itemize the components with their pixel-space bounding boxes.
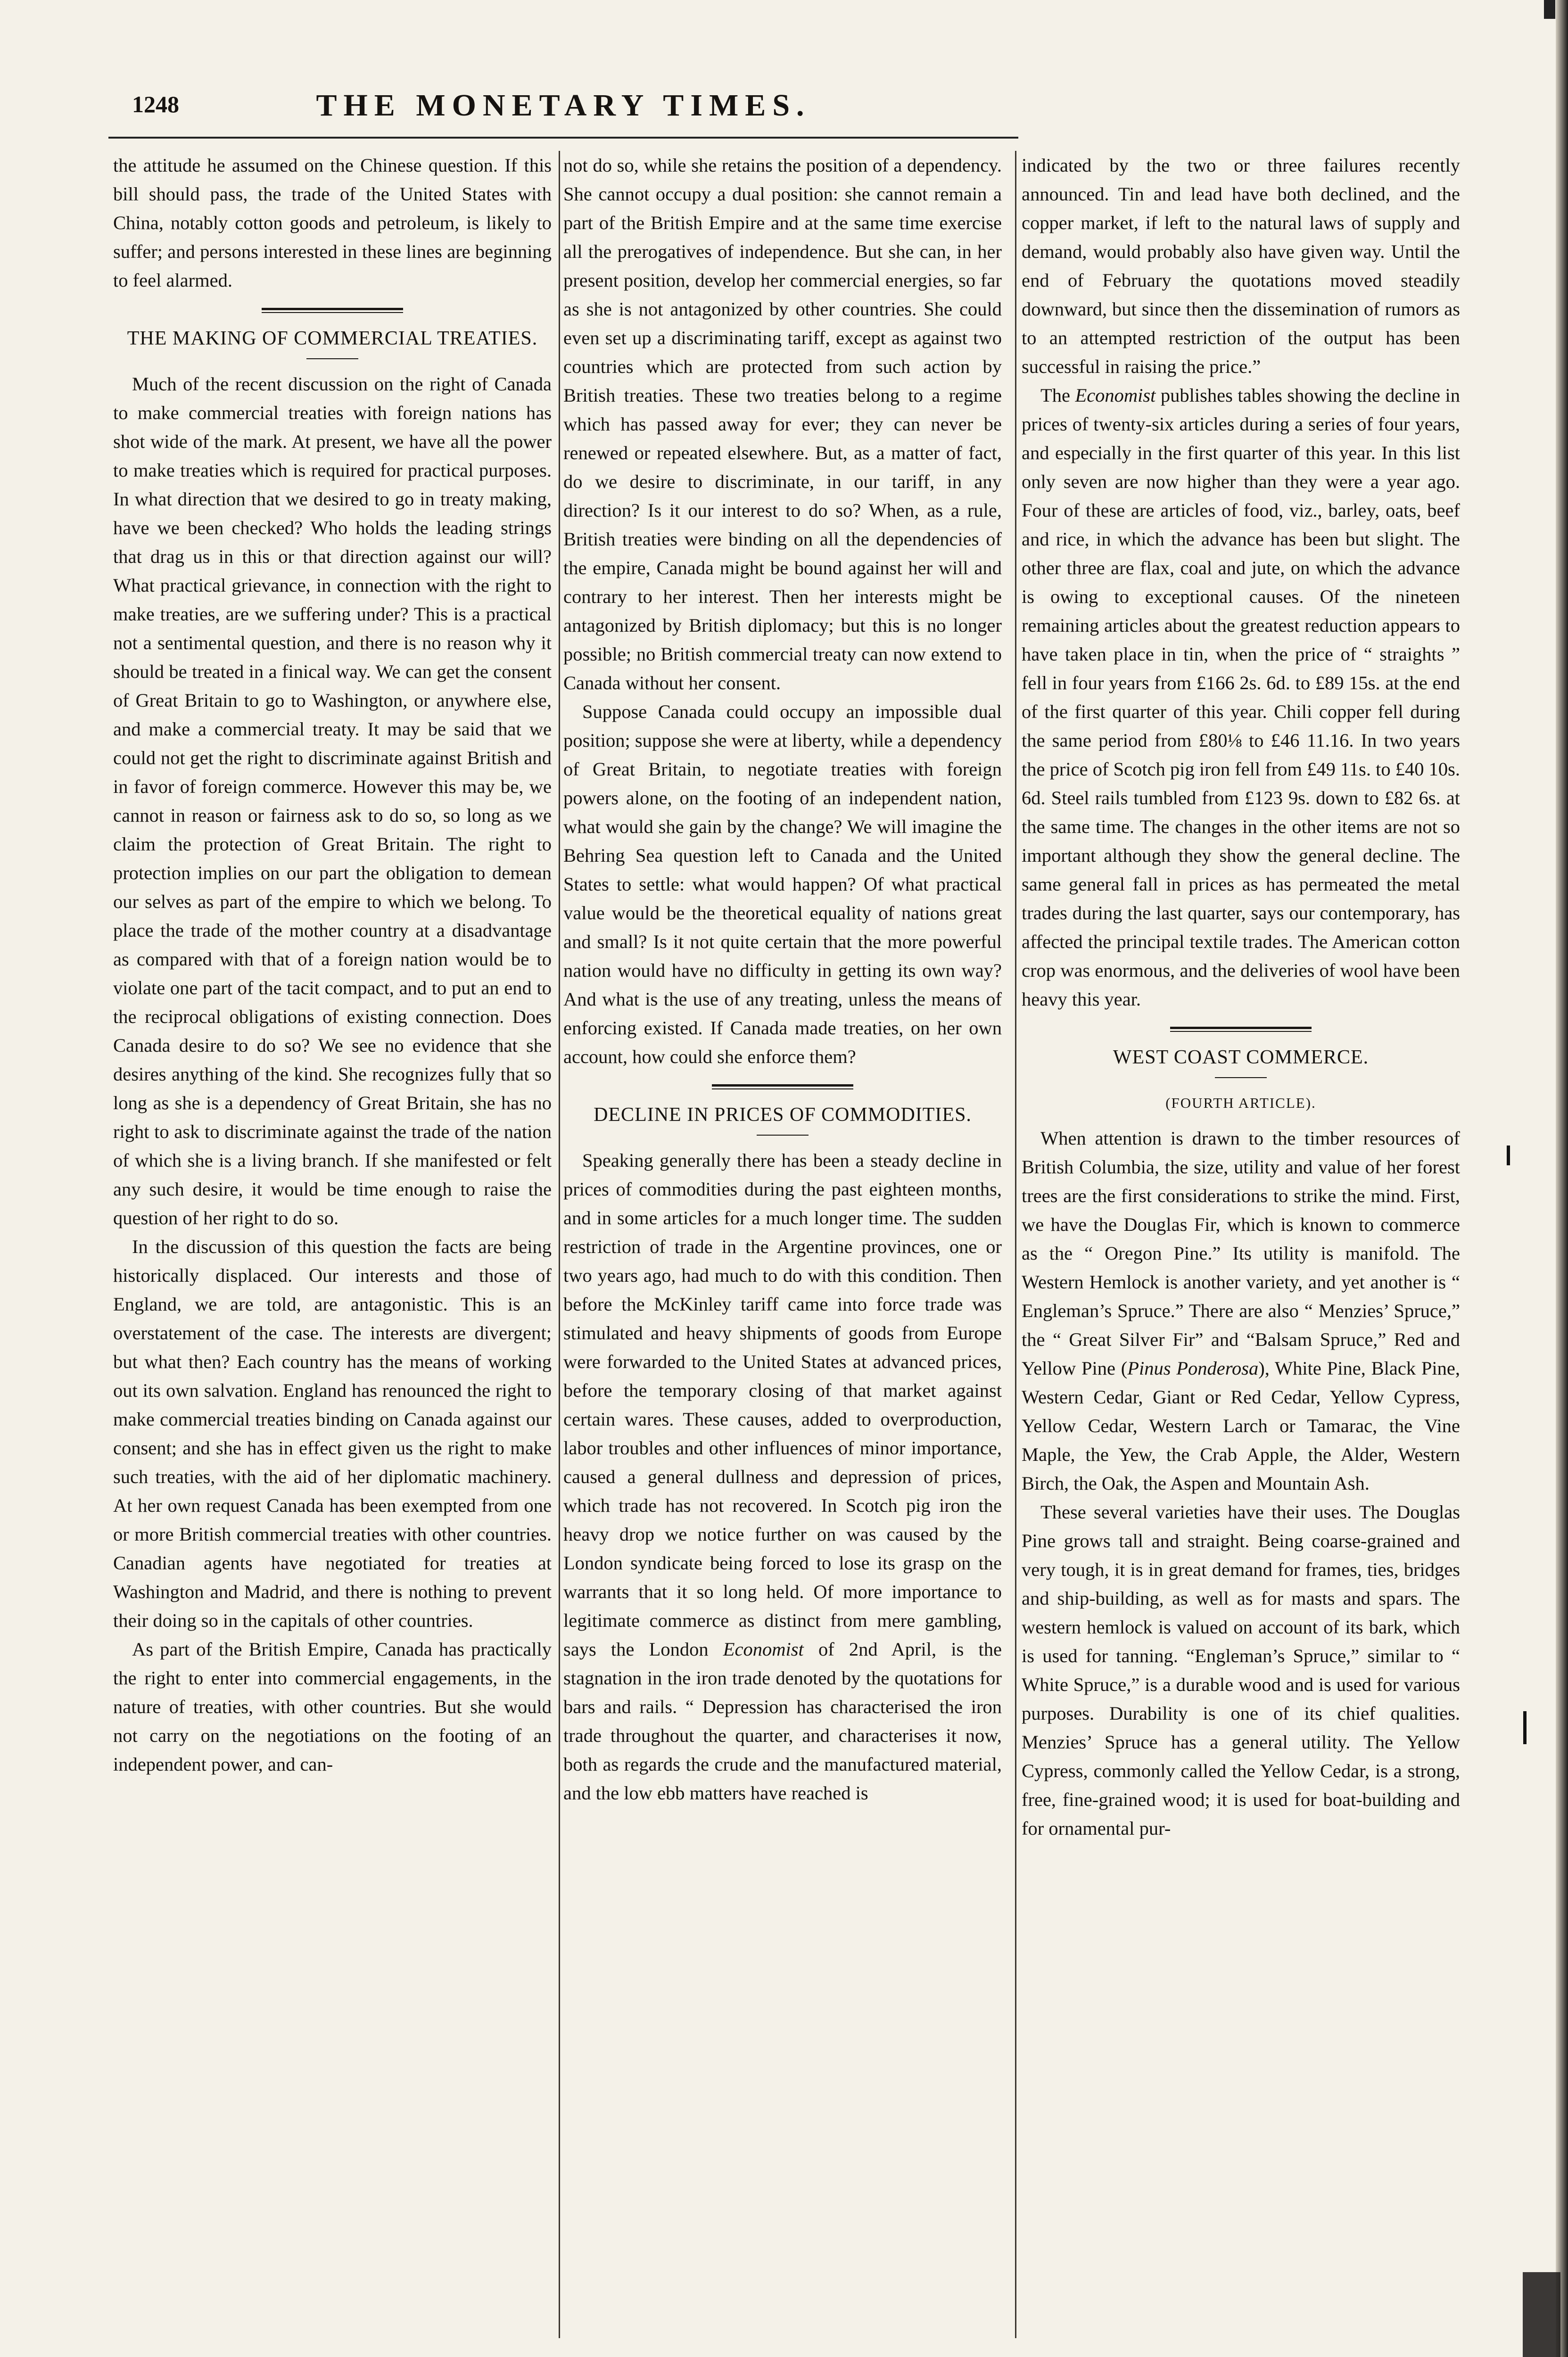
heading-rule — [757, 1135, 809, 1136]
text-run: publishes tables showing the decline in prices of twenty-six articles during a series of four years, and especially in the first quarter of this year. In this list only seven are now higher than they were a year ago. Four of these are articles of food, viz., barley, oats, beef and rice, in which the advance has been but slight. The other three are flax, coal and jute, on which the advance is owing to exceptional causes. Of the nineteen remaining articles about the greatest reduction appears to have taken place in tin, when the price of “ straights ” fell in four years from £166 2s. 6d. to £89 15s. at the end of the first quarter of this year. Chili copper fell during the same period from £80⅛ to £46 11.16. In two years the price of Scotch pig iron fell from £49 11s. to £40 10s. 6d. Steel rails tumbled from £123 9s. down to £82 6s. at the same time. The changes in the other items are not so important although they show the general decline. The same general fall in prices as has permeated the metal trades during the last quarter, says our contemporary, has affected the principal textile trades. The American cotton crop was enormous, and the deliveries of wool have been heavy this year. — [1022, 385, 1460, 1010]
header-rule — [108, 137, 1018, 139]
scan-corner-mark — [1523, 2272, 1560, 2357]
paragraph: indicated by the two or three failures recently announced. Tin and lead have both declined, and the copper market, if left to the natural laws of supply and demand, would probably also have given way. Until the end of February the quotations moved steadily downward, but since then the dissemination of rumors as to an attempted restriction of the output has been successful in raising the price.” — [1022, 155, 1460, 377]
paragraph — [1022, 1124, 1460, 1498]
scan-edge-shadow — [1556, 0, 1568, 2357]
paragraph — [563, 1146, 1002, 1807]
paragraph: These several varieties have their uses. The Douglas Pine grows tall and straight. Being coarse-grained and very tough, it is in great demand for frames, ties, bridges and ship-building, as well as for masts and spars. The western hemlock is valued on account of its bark, which is used for tanning. “Engleman’s Spruce,” similar to “ White Spruce,” is a durable wood and is used for various purposes. Durability is one of its chief qualities. Menzies’ Spruce has a general utility. The Yellow Cypress, commonly called the Yellow Cedar, is a strong, free, fine-grained wood; it is used for boat-building and for ornamental pur- — [1022, 1501, 1460, 1839]
column-2 — [563, 151, 1002, 2338]
heading-rule — [1215, 1077, 1267, 1078]
text-run: Speaking generally there has been a steady decline in prices of commodities during the past eighteen months, and in some articles for a much longer time. The sudden restriction of trade in the Argentine provinces, one or two years ago, had much to do with this condition. Then before the McKinley tariff came into force trade was stimulated and heavy shipments of goods from Europe were forwarded to the United States at advanced prices, before the temporary closing of that market against certain wares. These causes, added to overproduction, labor troubles and other influences of minor importance, caused a general dullness and depression of prices, which trade has not recovered. In Scotch pig iron the heavy drop we notice further on was caused by the London syndicate being forced to lose its grasp on the warrants that it so long held. Of more importance to legitimate commerce as distinct from mere gambling, says the London — [563, 1150, 1002, 1660]
masthead-title: THE MONETARY TIMES. — [316, 88, 811, 123]
italic-title: Economist — [1075, 385, 1156, 406]
paragraph: not do so, while she retains the position of a dependency. She cannot occupy a dual position: she cannot remain a part of the British Empire and at the same time exercise all the prerogatives of independence. But she can, in her present position, develop her commercial energies, so far as she is not antagonized by other countries. She could even set up a discriminating tariff, except as against two countries which are protected from such action by British treaties. These two treaties belong to a regime which has passed away for ever; they can never be renewed or repeated elsewhere. But, as a matter of fact, do we desire to discriminate, in our tariff, in any direction? Is it our interest to do so? When, as a rule, British treaties were binding on all the dependencies of the empire, Canada might be bound against her will and contrary to her interest. Then her interests might be antagonized by British diplomacy; but this is no longer possible; no British commercial treaty can now extend to Canada without her consent. — [563, 155, 1002, 693]
column-rule — [559, 151, 560, 2338]
margin-mark — [1523, 1711, 1527, 1744]
text-run: of 2nd April, is the stagnation in the iron trade denoted by the quotations for bars and rails. “ Depression has characterised the iron trade throughout the quarter, and characterises it now, both as regards the crude and the manufactured material, and the low ebb matters have reached is — [563, 1639, 1002, 1804]
text-run: ), White Pine, Black Pine, Western Cedar, Giant or Red Cedar, Yellow Cypress, Yellow Cedar, Western Larch or Tamarac, the Vine Maple, the Yew, the Crab Apple, the Alder, Western Birch, the Oak, the Aspen and Mountain Ash. — [1022, 1358, 1460, 1494]
article-continuation: the attitude he assumed on the Chinese question. If this bill should pass, the trade of the United States with China, notably cotton goods and petroleum, is likely to suffer; and persons interested in these lines are beginning to feel alarmed. — [113, 155, 552, 291]
paragraph: In the discussion of this question the facts are being historically displaced. Our interests and those of England, we are told, are antagonistic. This is an overstatement of the case. The interests are divergent; but what then? Each country has the means of working out its own salvation. England has renounced the right to make commercial treaties binding on Canada against our consent; and she has in effect given us the right to make such treaties, with the aid of her diplomatic machinery. At her own request Canada has been exempted from one or more British commercial treaties with other countries. Canadian agents have negotiated for treaties at Washington and Madrid, and there is nothing to prevent their doing so in the capitals of other countries. — [113, 1236, 552, 1631]
column-3 — [1022, 151, 1460, 2338]
paragraph: As part of the British Empire, Canada has practically the right to enter into commercial engagements, in the nature of treaties, with other countries. But she would not carry on the negotiations on the footing of an independent power, and can- — [113, 1639, 552, 1775]
paragraph: Suppose Canada could occupy an impossible dual position; suppose she were at liberty, while a dependency of Great Britain, to negotiate treaties with foreign powers alone, on the footing of an independent nation, what would she gain by the change? We will imagine the Behring Sea question left to Canada and the United States to settle: what would happen? Of what practical value would be the theoretical equality of nations great and small? Is it not quite certain that the more powerful nation would have no difficulty in getting its own way? And what is the use of any treating, unless the means of enforcing existed. If Canada made treaties, on her own account, how could she enforce them? — [563, 701, 1002, 1067]
text-run: The — [1040, 385, 1070, 406]
paragraph — [1022, 381, 1460, 1014]
italic-title: Economist — [723, 1639, 804, 1660]
page-header — [108, 84, 1018, 126]
page-number: 1248 — [132, 91, 179, 117]
heading-rule — [306, 358, 358, 359]
column-rule — [1015, 151, 1016, 2338]
article-heading-west-coast: WEST COAST COMMERCE. — [1113, 1047, 1369, 1068]
section-divider — [262, 308, 403, 313]
article-heading-treaties: THE MAKING OF COMMERCIAL TREATIES. — [127, 328, 538, 349]
column-1 — [113, 151, 552, 2338]
margin-mark — [1507, 1146, 1510, 1165]
section-divider — [712, 1084, 853, 1089]
italic-latin-name: Pinus Ponderosa — [1127, 1358, 1259, 1379]
section-divider — [1170, 1027, 1312, 1032]
article-subheading: (FOURTH ARTICLE). — [1165, 1095, 1316, 1111]
text-run: When attention is drawn to the timber resources of British Columbia, the size, utility and value of her forest trees are the first considerations to strike the mind. First, we have the Douglas Fir, which is known to commerce as the “ Oregon Pine.” Its utility is manifold. The Western Hemlock is another variety, and yet another is “ Engleman’s Spruce.” There are also “ Menzies’ Spruce,” the “ Great Silver Fir” and “Balsam Spruce,” Red and Yellow Pine ( — [1022, 1128, 1460, 1379]
article-heading-prices: DECLINE IN PRICES OF COMMODITIES. — [594, 1104, 972, 1126]
paragraph: Much of the recent discussion on the right of Canada to make commercial treaties with foreign nations has shot wide of the mark. At present, we have all the power to make treaties which is required for practical purposes. In what direction that we desired to go in treaty making, have we been checked? Who holds the leading strings that drag us in this or that direction against our will? What practical grievance, in connection with the right to make treaties, are we suffering under? This is a practical not a sentimental question, and there is no reason why it should be treated in a finical way. We can get the consent of Great Britain to go to Washington, or anywhere else, and make a commercial treaty. It may be said that we could not get the right to discriminate against British and in favor of foreign commerce. However this may be, we cannot in reason or fairness ask to do so, so long as we claim the protection of Great Britain. The right to protection implies on our part the obligation to demean our selves as part of the empire to which we belong. To place the trade of the mother country at a disadvantage as compared with that of a foreign nation would be to violate one part of the tacit compact, and to put an end to the reciprocal obligations of existing connection. Does Canada desire to do so? We see no evidence that she desires anything of the kind. She recognizes fully that so long as she is a dependency of Great Britain, she has no right to ask to discriminate against the trade of the nation of which she is a living branch. If she manifested or felt any such desire, it would be time enough to raise the question of her right to do so. — [113, 373, 552, 1228]
scan-edge-mark — [1544, 0, 1555, 19]
